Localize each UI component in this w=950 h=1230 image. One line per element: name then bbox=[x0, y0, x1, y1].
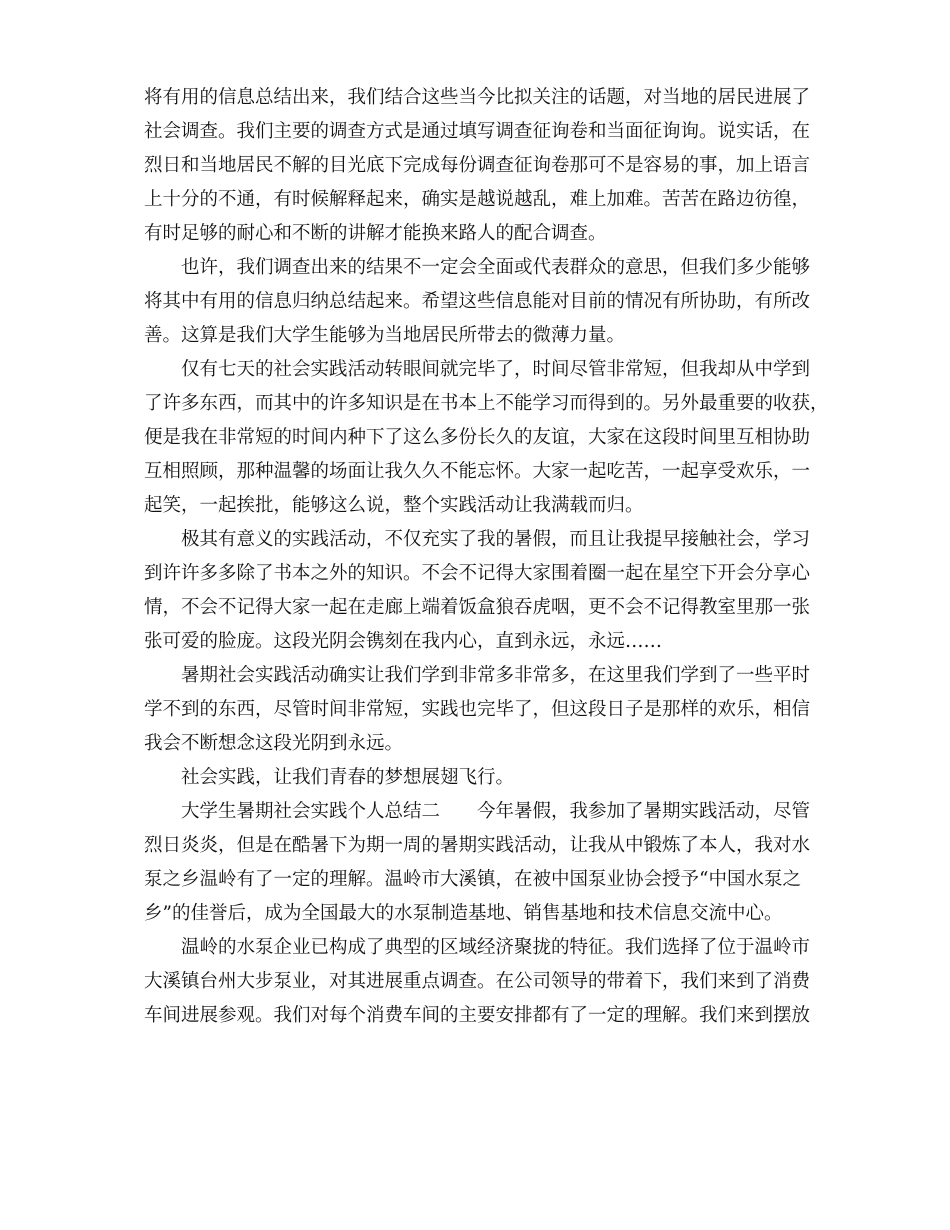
text-line: 社会调查。我们主要的调查方式是通过填写调查征询卷和当面征询询。说实话，在 bbox=[144, 121, 811, 142]
text-line: 张可爱的脸庞。这段光阴会镌刻在我内心，直到永远，永远…… bbox=[144, 631, 663, 652]
text-line: 上十分的不通，有时候解释起来，确实是越说越乱，难上加难。苦苦在路边彷徨， bbox=[144, 189, 811, 210]
paragraph-first-line: 仅有七天的社会实践活动转眼间就完毕了，时间尽管非常短，但我却从中学到 bbox=[181, 359, 811, 380]
paragraph-first-line: 大学生暑期社会实践个人总结二 今年暑假，我参加了暑期实践活动，尽管 bbox=[181, 801, 811, 822]
text-line: 将有用的信息总结出来，我们结合这些当今比拟关注的话题，对当地的居民进展了 bbox=[144, 87, 811, 108]
text-line: 便是我在非常短的时间内种下了这么多份长久的友谊，大家在这段时间里互相协助 bbox=[144, 427, 811, 448]
text-line: 车间进展参观。我们对每个消费车间的主要安排都有了一定的理解。我们来到摆放 bbox=[144, 1005, 811, 1026]
text-line: 泵之乡温岭有了一定的理解。温岭市大溪镇，在被中国泵业协会授予“中国水泵之 bbox=[144, 869, 801, 890]
text-line: 有时足够的耐心和不断的讲解才能换来路人的配合调查。 bbox=[144, 223, 607, 244]
text-line: 将其中有用的信息归纳总结起来。希望这些信息能对目前的情况有所协助，有所改 bbox=[144, 291, 811, 312]
text-line: 烈日和当地居民不解的目光底下完成每份调查征询卷那可不是容易的事，加上语言 bbox=[144, 155, 811, 176]
text-line: 我会不断想念这段光阴到永远。 bbox=[144, 733, 404, 754]
text-line: 起笑，一起挨批，能够这么说，整个实践活动让我满载而归。 bbox=[144, 495, 644, 516]
text-line: 了许多东西，而其中的许多知识是在书本上不能学习而得到的。另外最重要的收获， bbox=[144, 393, 829, 414]
paragraph-first-line: 温岭的水泵企业已构成了典型的区域经济聚拢的特征。我们选择了位于温岭市 bbox=[181, 937, 811, 958]
text-line: 学不到的东西，尽管时间非常短，实践也完毕了，但这段日子是那样的欢乐，相信 bbox=[144, 699, 811, 720]
paragraph-first-line: 极其有意义的实践活动，不仅充实了我的暑假，而且让我提早接触社会，学习 bbox=[181, 529, 811, 550]
paragraph-first-line: 也许，我们调查出来的结果不一定会全面或代表群众的意思，但我们多少能够 bbox=[181, 257, 811, 278]
text-line: 大溪镇台州大步泵业，对其进展重点调查。在公司领导的带着下，我们来到了消费 bbox=[144, 971, 811, 992]
text-line: 互相照顾，那种温馨的场面让我久久不能忘怀。大家一起吃苦，一起享受欢乐，一 bbox=[144, 461, 811, 482]
text-line: 情，不会不记得大家一起在走廊上端着饭盒狼吞虎咽，更不会不记得教室里那一张 bbox=[144, 597, 811, 618]
text-line: 乡”的佳誉后，成为全国最大的水泵制造基地、销售基地和技术信息交流中心。 bbox=[144, 903, 783, 924]
document-page bbox=[144, 81, 829, 1033]
paragraph-first-line: 暑期社会实践活动确实让我们学到非常多非常多，在这里我们学到了一些平时 bbox=[181, 665, 811, 686]
text-line: 烈日炎炎，但是在酷暑下为期一周的暑期实践活动，让我从中锻炼了本人，我对水 bbox=[144, 835, 811, 856]
text-line: 到许许多多除了书本之外的知识。不会不记得大家围着圈一起在星空下开会分享心 bbox=[144, 563, 811, 584]
paragraph-first-line: 社会实践，让我们青春的梦想展翅飞行。 bbox=[181, 767, 515, 788]
text-line: 善。这算是我们大学生能够为当地居民所带去的微薄力量。 bbox=[144, 325, 626, 346]
